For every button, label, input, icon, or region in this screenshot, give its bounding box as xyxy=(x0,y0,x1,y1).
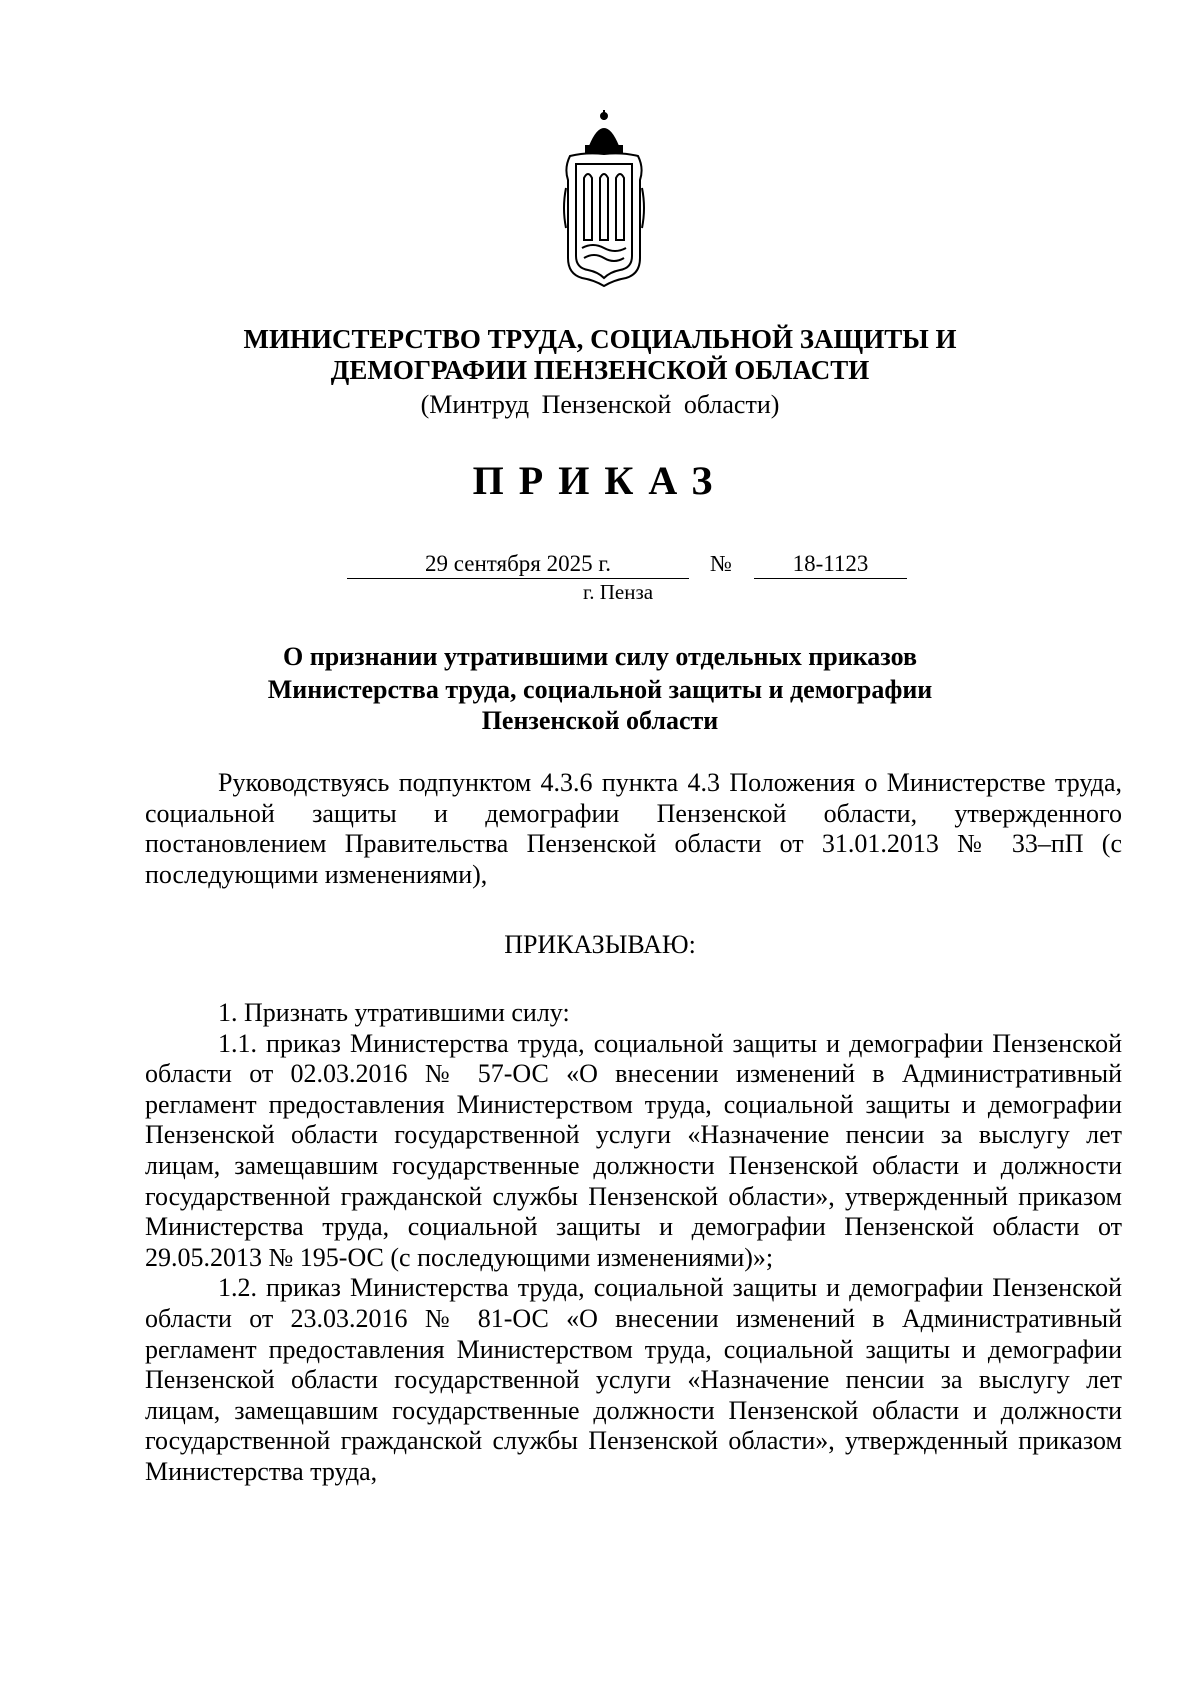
order-item: 1.1. приказ Министерства труда, социальной защиты и демографии Пензенской области от 02.03.2016 № 57-ОС «О внесении изменений в Административный регламент предоставления Министерством труда, социальной защиты и демографии Пензенской области государственной услуги «Назначение пенсии за выслугу лет лицам, замещавшим государственные должности Пензенской области и должности государственной гражданской службы Пензенской области», утвержденный приказом Министерства труда, социальной защиты и демографии Пензенской области от 29.05.2013 № 195-ОС (с последующими изменениями)»; xyxy=(145,1028,1122,1272)
order-items xyxy=(145,998,1122,1488)
document-city: г. Пенза xyxy=(583,580,654,604)
ministry-short-name: (Минтруд Пензенской области) xyxy=(420,390,780,419)
number-sign: № xyxy=(710,551,732,576)
order-item: 1. Признать утратившими силу: xyxy=(218,998,570,1027)
preamble-paragraph: Руководствуясь подпунктом 4.3.6 пункта 4.3 Положения о Министерстве труда, социальной защиты и демографии Пензенской области, утвержденного постановлением Правительства Пензенской области от 31.01.2013 № 33–пП (с последующими изменениями), xyxy=(145,768,1122,889)
document-title-line3: Пензенской области xyxy=(481,706,719,735)
ministry-name-line2: ДЕМОГРАФИИ ПЕНЗЕНСКОЙ ОБЛАСТИ xyxy=(330,355,870,385)
document-date: 29 сентября 2025 г. xyxy=(347,550,689,579)
document-type: ПРИКАЗ xyxy=(472,458,728,503)
preamble-section xyxy=(145,768,1122,890)
order-item: 1.2. приказ Министерства труда, социальной защиты и демографии Пензенской области от 23.03.2016 № 81-ОС «О внесении изменений в Административный регламент предоставления Министерством труда, социальной защиты и демографии Пензенской области государственной услуги «Назначение пенсии за выслугу лет лицам, замещавшим государственные должности Пензенской области и должности государственной гражданской службы Пензенской области», утвержденный приказом Министерства труда, xyxy=(145,1273,1122,1486)
document-title-line2: Министерства труда, социальной защиты и демографии xyxy=(267,675,933,704)
order-word: ПРИКАЗЫВАЮ: xyxy=(504,930,696,959)
coat-of-arms-emblem xyxy=(560,108,648,288)
ministry-name-line1: МИНИСТЕРСТВО ТРУДА, СОЦИАЛЬНОЙ ЗАЩИТЫ И xyxy=(243,324,957,354)
document-title-line1: О признании утратившими силу отдельных приказов xyxy=(282,642,917,671)
document-number: 18-1123 xyxy=(754,550,907,579)
